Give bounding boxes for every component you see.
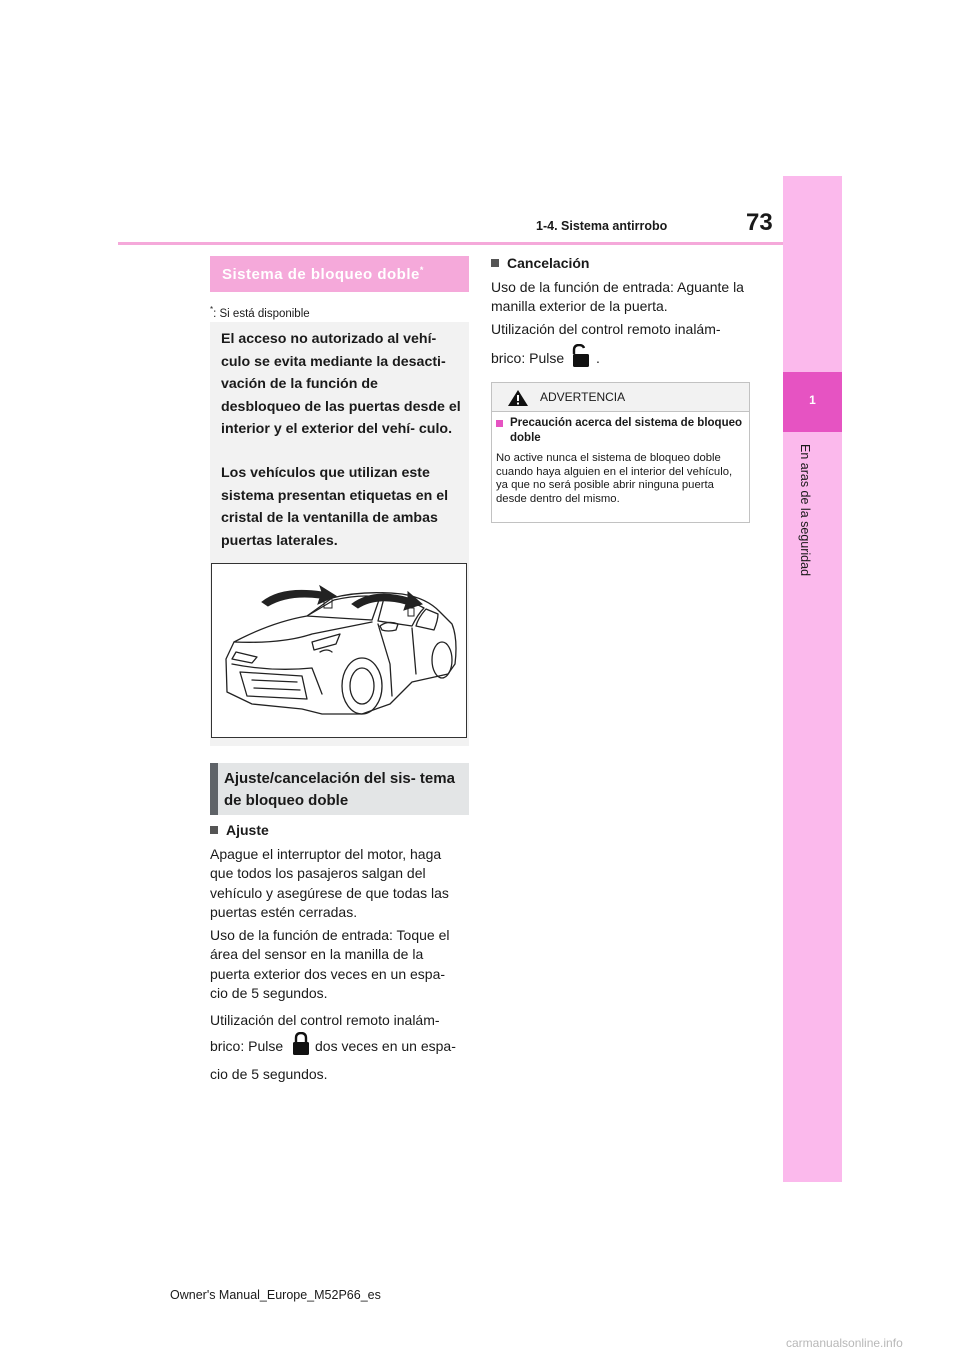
unlock-icon [571, 344, 591, 373]
cancel-paragraph-1: Uso de la función de entrada: Aguante la manilla exterior de la puerta. [491, 279, 744, 315]
bullet-square [491, 259, 499, 267]
ajuste-paragraph-3: Utilización del control remoto inalám- [210, 1012, 440, 1028]
ajuste-paragraph-2: Uso de la función de entrada: Toque el área del sensor en la manilla de la puerta exterior dos veces en un espa- cio de 5 segundos. [210, 927, 450, 1001]
ajuste-line-after-icon: dos veces en un espa- [315, 1038, 456, 1054]
chapter-number: 1 [809, 393, 816, 407]
section-heading-text: Sistema de bloqueo doble [222, 266, 420, 283]
section-heading-set-cancel: Ajuste/cancelación del sis- tema de bloqueo doble [210, 763, 469, 815]
warning-body: No active nunca el sistema de bloqueo doble cuando haya alguien en el interior del vehículo, ya que no será posible abrir ninguna puerta desde dentro del mismo. [496, 452, 733, 505]
intro-paragraph-1: El acceso no autorizado al vehí- culo se evita mediante la desacti- vación de la función de desbloqueo de las puertas desde el interior y el exterior del vehí- culo. [221, 331, 461, 437]
footnote-mark: * [210, 305, 214, 314]
cancel-paragraph-2: Utilización del control remoto inalám- [491, 321, 721, 337]
cancel-line-after-icon: . [596, 350, 600, 366]
intro-paragraph-2: Los vehículos que utilizan este sistema presentan etiquetas en el cristal de la ventanilla de ambas puertas laterales. [221, 465, 449, 549]
header-rule [118, 242, 783, 245]
cancel-line-before-icon: brico: Pulse [491, 350, 565, 366]
subheading-text: Ajuste [226, 822, 269, 838]
section-heading-double-lock [210, 256, 469, 292]
car-drawing [212, 564, 466, 737]
lock-icon [292, 1032, 310, 1061]
footnote-text: : Si está disponible [213, 307, 310, 320]
section-title: 1-4. Sistema antirrobo [536, 219, 668, 233]
subheading-text: Cancelación [507, 255, 590, 271]
car-illustration [211, 563, 467, 738]
ajuste-line-end: cio de 5 segundos. [210, 1066, 328, 1082]
side-tab [783, 176, 842, 1182]
footnote [210, 305, 310, 320]
asterisk-mark: * [419, 265, 424, 275]
bullet-square [496, 420, 503, 427]
watermark: carmanualsonline.info [786, 1336, 903, 1350]
subheading-ajuste [210, 822, 269, 838]
warning-title: ADVERTENCIA [540, 390, 626, 404]
subheading-cancelacion [491, 255, 589, 271]
page-number: 73 [746, 209, 773, 236]
bullet-square [210, 826, 218, 834]
ajuste-line-before-icon: brico: Pulse [210, 1038, 284, 1054]
warning-triangle-icon [507, 389, 529, 412]
footer-text: Owner's Manual_Europe_M52P66_es [170, 1288, 381, 1302]
chapter-label: En aras de la seguridad [798, 443, 812, 577]
ajuste-paragraph-1: Apague el interruptor del motor, haga que todos los pasajeros salgan del vehículo y asegúrese de que todas las puertas estén cerradas. [210, 846, 449, 920]
warning-subtitle: Precaución acerca del sistema de bloqueo doble [510, 417, 743, 444]
